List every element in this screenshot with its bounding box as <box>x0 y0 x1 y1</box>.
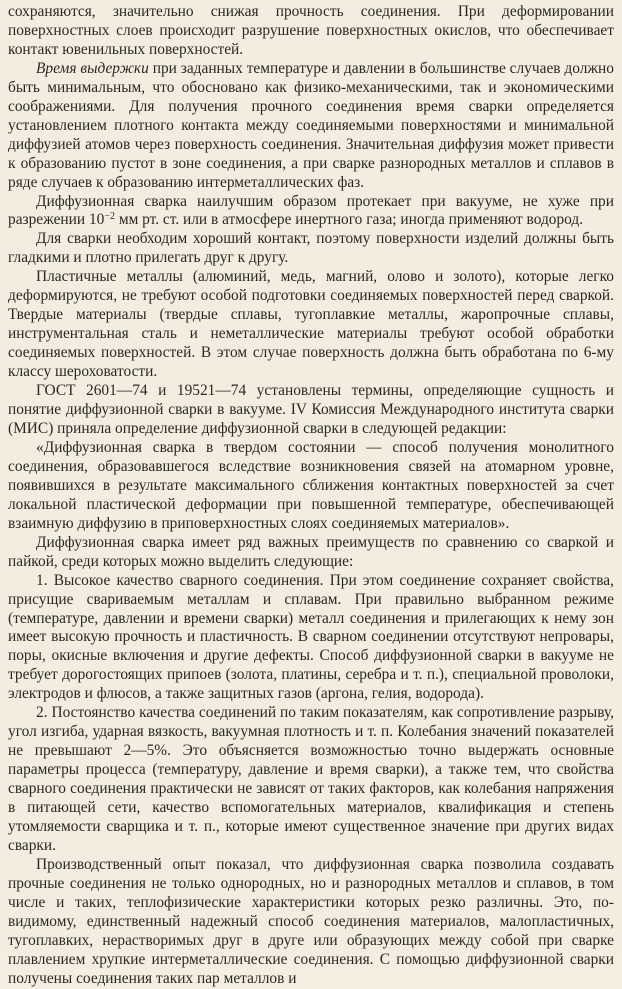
paragraph-holding-time-text: при заданных температуре и давлении в большинстве случаев должно быть минимальным, что обосновано как физико-механическими, так и экономическими соображениями. Для получения прочного соединения время сварки определяется установлением плотного контакта между соединяемыми поверхностями и минимальной диффузией атомов через поверхность соединения. Значительная диффузия может привести к образованию пустот в зоне соединения, а при сварке разнородных металлов и сплавов в ряде случаев к образованию интерметаллических фаз. <box>8 59 614 191</box>
list-item-advantage-1: 1. Высокое качество сварного соединения. При этом соединение сохраняет свойства, присущие свариваемым металлам и сплавам. При правильно выбранном режиме (температуре, давлении и времени сварки) металл соединения и прилегающих к нему зон имеет высокую прочность и пластичность. В сварном соединении отсутствуют непровары, поры, окисные включения и другие дефекты. Способ диффузионной сварки в вакууме не требует дорогостоящих припоев (золота, платины, серебра и т. п.), специальной проволоки, электродов и флюсов, а также защитных газов (аргона, гелия, водорода). <box>8 571 614 703</box>
exponent: −2 <box>104 211 115 223</box>
paragraph-holding-time <box>8 60 614 193</box>
paragraph-advantages-intro: Диффузионная сварка имеет ряд важных преимуществ по сравнению со сваркой и пайкой, среди которых можно выделить следующие: <box>8 533 614 570</box>
list-item-advantage-2: 2. Постоянство качества соединений по таким показателям, как сопротивление разрыву, угол изгиба, ударная вязкость, вакуумная плотность и т. п. Колебания значений показателей не превышают 2—5%. Это объясняется возможностью точно выдержать основные параметры процесса (температуру, давление и время сварки), а также тем, что свойства сварного соединения практически не зависят от таких факторов, как колебания напряжения в питающей сети, качество вспомогательных материалов, квалификация и степень утомляемости сварщика и т. п., которые имеют существенное значение при других видах сварки. <box>8 704 614 854</box>
paragraph-production-experience: Производственный опыт показал, что диффузионная сварка позволила создавать прочные соединения не только однородных, но и разнородных металлов и сплавов, в том числе и таких, теплофизические характеристики которых резко различны. Это, по-видимому, единственный надежный способ соединения материалов, малопластичных, тугоплавких, нерастворимых друг в друге или образующих между собой при сварке плавлением хрупкие интерметаллические соединения. С помощью диффузионной сварки получены соединения таких пар металлов и <box>8 855 614 987</box>
term-holding-time: Время выдержки <box>36 59 149 77</box>
paragraph-surface-oxides: сохраняются, значительно снижая прочность соединения. При деформировании поверхностных слоев происходит разрушение поверхностных окислов, что обеспечивает контакт ювенильных поверхностей. <box>8 3 614 58</box>
paragraph-vacuum-text-a: Диффузионная сварка наилучшим образом протекает при вакууме, не хуже при разрежении 10 <box>8 192 614 229</box>
paragraph-vacuum-text-b: мм рт. ст. или в атмосфере инертного газа; иногда применяют водород. <box>114 211 584 229</box>
paragraph-definition-quote: «Диффузионная сварка в твердом состоянии — способ получения монолитного соединения, образовавшегося вследствие возникновения связей на атомарном уровне, появившихся в результате максимального сближения контактных поверхностей за счет локальной пластической деформации при повышенной температуре, обеспечивающей взаимную диффузию в приповерхностных слоях соединяемых материалов». <box>8 438 614 532</box>
paragraph-gost: ГОСТ 2601—74 и 19521—74 установлены термины, определяющие сущность и понятие диффузионной сварки в вакууме. IV Комиссия Международного института сварки (МИС) приняла определение диффузионной сварки в следующей редакции: <box>8 382 614 437</box>
paragraph-vacuum <box>8 193 614 231</box>
paragraph-contact: Для сварки необходим хороший контакт, поэтому поверхности изделий должны быть гладкими и плотно прилегать друг к другу. <box>8 230 614 267</box>
paragraph-plastic-metals: Пластичные металлы (алюминий, медь, магний, олово и золото), которые легко деформируются, не требуют особой подготовки соединяемых поверхностей перед сваркой. Твердые материалы (твердые сплавы, тугоплавкие металлы, жаропрочные сплавы, инструментальная сталь и неметаллические материалы требуют особой обработки соединяемых поверхностей. В этом случае поверхность должна быть обработана по 6-му классу шероховатости. <box>8 268 614 381</box>
